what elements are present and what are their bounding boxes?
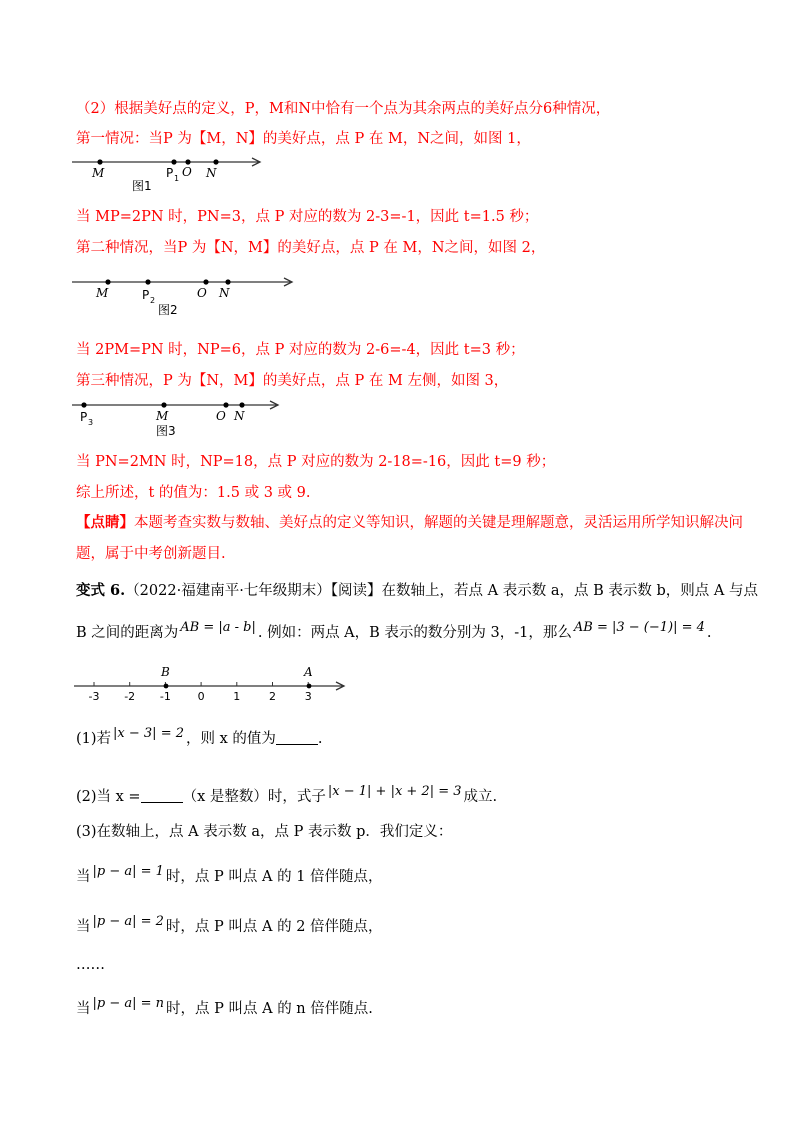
fig3-label-o: O	[216, 409, 226, 423]
fig2-caption: 图2	[158, 303, 178, 317]
fig3-point-p	[81, 402, 86, 407]
comment-line-1	[76, 513, 743, 533]
comment-tag: 【点睛】	[76, 514, 134, 531]
formula-example: AB = |3 − (−1)| = 4	[573, 620, 705, 635]
q2-answer-blank[interactable]	[141, 788, 183, 803]
figure-1	[70, 152, 270, 196]
fig1-label-p-sub: 1	[174, 174, 180, 183]
fig1-caption: 图1	[132, 179, 152, 193]
fig1-point-m	[97, 159, 102, 164]
fig3-label-p-sub: 3	[88, 418, 94, 427]
variant-text-2a: B 之间的距离为	[76, 625, 179, 641]
figure-2	[70, 272, 300, 322]
q1-answer-blank[interactable]	[276, 730, 318, 745]
case2-line	[76, 238, 740, 258]
defn-formula: |p − a| = n	[92, 996, 165, 1011]
question-1: (1)若 |x − 3| = 2 ，则 x 的值为 .	[76, 726, 323, 747]
axis-tick-label: -1	[159, 690, 171, 703]
fig3-caption: 图3	[156, 424, 176, 438]
q1-suffix: ，则 x 的值为	[186, 731, 276, 747]
q2-suffix: 成立.	[463, 789, 498, 805]
question-3: (3)在数轴上，点 A 表示数 a，点 P 表示数 p．我们定义：	[76, 824, 453, 840]
def1-formula: |p − a| = 1	[92, 864, 164, 879]
fig3-label-m: M	[156, 409, 169, 423]
axis-tick-label: 0	[197, 690, 205, 703]
case2-bracket: P 为【N，M】	[177, 240, 278, 256]
def1-prefix: 当	[76, 869, 91, 885]
axis-tick-label: 1	[233, 690, 241, 703]
variant-text-2b: . 例如：两点 A，B 表示的数分别为 3，-1，那么	[257, 625, 572, 641]
figure-3	[70, 395, 285, 443]
case3-result: 当 PN=2MN 时，NP=18，点 P 对应的数为 2-18=-16，因此 t=9 秒；	[76, 454, 556, 470]
q1-formula: |x − 3| = 2	[113, 726, 184, 741]
axis-tick-label: -2	[124, 690, 136, 703]
case1-head: 第一情况：当	[76, 131, 163, 147]
axis-tick-label: 3	[304, 690, 312, 703]
variant-line-2: B 之间的距离为 AB = |a - b| . 例如：两点 A，B 表示的数分别为 3，-1，那么 AB = |3 − (−1)| = 4 .	[76, 620, 712, 641]
q1-prefix: (1)若	[76, 731, 112, 747]
fig1-point-n	[213, 159, 218, 164]
case2-tail: 的美好点，点 P 在 M，N之间，如图 2，	[277, 240, 546, 256]
definition-1	[76, 862, 740, 887]
fig1-label-o: O	[182, 165, 192, 179]
variant-line-1	[76, 581, 758, 601]
case3-bracket: P 为【N，M】	[163, 373, 263, 389]
case3-tail: 的美好点，点 P 在 M 左侧，如图 3，	[262, 373, 509, 389]
axis-label-b: B	[161, 665, 170, 679]
fig2-label-p-sub: 2	[150, 296, 156, 305]
case1-tail: 的美好点，点 P 在 M，N之间，如图 1，	[262, 131, 531, 147]
definition-n	[76, 994, 740, 1019]
fig1-point-p	[171, 159, 176, 164]
definition-2	[76, 912, 740, 937]
axis-point-b	[164, 684, 169, 689]
ellipsis: ……	[76, 957, 105, 973]
fig1-label-m: M	[92, 166, 105, 180]
axis-label-a: A	[304, 665, 313, 679]
fig2-point-p	[145, 279, 150, 284]
question-2	[76, 782, 740, 807]
axis-tick-label: 2	[269, 690, 276, 703]
fig1-label-p: P	[166, 166, 174, 180]
case1-bracket: P 为【M，N】	[163, 131, 263, 147]
fig2-point-n	[225, 279, 230, 284]
fig3-label-p: P	[80, 410, 88, 424]
fig3-point-n	[239, 402, 244, 407]
defn-suffix: 时，点 P 叫点 A 的 n 倍伴随点.	[166, 1001, 373, 1017]
defn-prefix: 当	[76, 1001, 91, 1017]
fig2-point-o	[203, 279, 208, 284]
def2-prefix: 当	[76, 919, 91, 935]
case1-line	[76, 129, 740, 149]
fig3-point-m	[161, 402, 166, 407]
def2-formula: |p − a| = 2	[92, 914, 164, 929]
case2-head: 第二种情况，当	[76, 240, 178, 256]
fig2-label-m: M	[96, 286, 109, 300]
q2-formula: |x − 1| + |x + 2| = 3	[327, 784, 462, 799]
fig2-point-m	[105, 279, 110, 284]
variant-source: （2022·福建南平·七年级期末）【阅读】在数轴上，若点 A 表示数 a，点 B 表示数 b，则点 A 与点	[125, 583, 758, 599]
comment-text-1: 本题考查实数与数轴、美好点的定义等知识，解题的关键是理解题意，灵活运用所学知识解决问	[134, 515, 743, 531]
case1-result: 当 MP=2PN 时，PN=3，点 P 对应的数为 2-3=-1，因此 t=1.5 秒；	[76, 209, 539, 225]
fig2-label-n: N	[219, 286, 230, 300]
case3-head: 第三种情况，	[76, 373, 163, 389]
q2-prefix: (2)当 x =	[76, 789, 141, 805]
fig1-point-o	[185, 159, 190, 164]
fig2-label-o: O	[197, 286, 207, 300]
number-axis	[72, 662, 352, 706]
def1-suffix: 时，点 P 叫点 A 的 1 倍伴随点，	[165, 869, 383, 885]
fig3-label-n: N	[234, 409, 245, 423]
fig1-label-n: N	[206, 166, 217, 180]
comment-line-2: 题，属于中考创新题目.	[76, 546, 226, 562]
fig3-point-o	[223, 402, 228, 407]
def2-suffix: 时，点 P 叫点 A 的 2 倍伴随点，	[165, 919, 383, 935]
q2-middle: （x 是整数）时，式子	[182, 789, 326, 805]
case3-line	[76, 371, 740, 391]
formula-ab: AB = |a - b|	[180, 620, 256, 635]
axis-point-a	[307, 684, 312, 689]
solution-intro: （2）根据美好点的定义，P，M和N中恰有一个点为其余两点的美好点分6种情况，	[76, 101, 611, 117]
summary: 综上所述，t 的值为：1.5 或 3 或 9.	[76, 485, 311, 501]
case2-result: 当 2PM=PN 时，NP=6，点 P 对应的数为 2-6=-4，因此 t=3 秒；	[76, 342, 525, 358]
variant-label: 变式 6.	[76, 582, 126, 599]
fig2-label-p: P	[142, 288, 150, 302]
axis-tick-label: -3	[88, 690, 100, 703]
